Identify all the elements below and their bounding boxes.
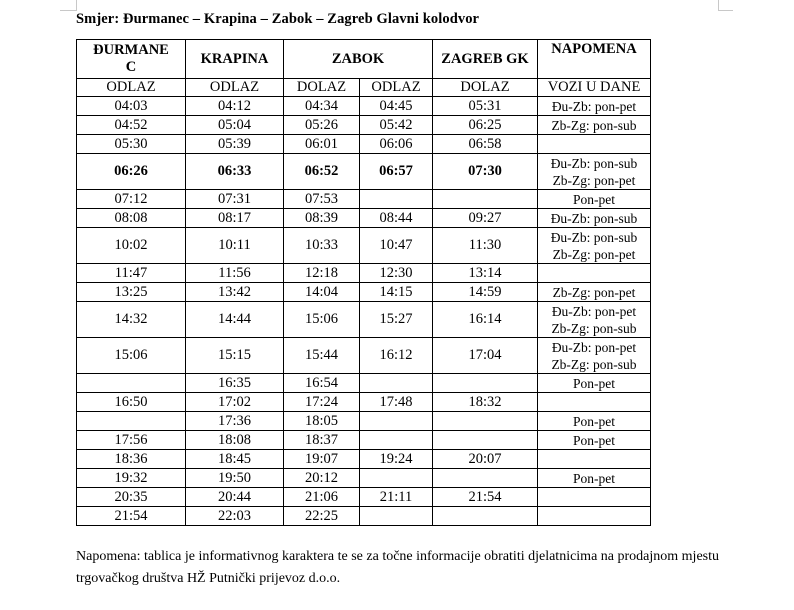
time-cell-zabok-dolaz: 06:01 [284,135,360,154]
table-row [77,507,651,526]
time-cell-zabok-odlaz [360,469,433,488]
time-cell-zagreb-dolaz: 16:14 [433,302,538,338]
time-cell-zabok-dolaz: 18:05 [284,412,360,431]
time-cell-krapina-odlaz: 08:17 [186,209,284,228]
time-cell-zabok-dolaz: 04:34 [284,97,360,116]
note-text: Pon-pet [573,432,615,448]
timetable [76,39,651,526]
time-cell-zagreb-dolaz: 07:30 [433,154,538,190]
time-cell-durmanec-odlaz: 17:56 [77,431,186,450]
time-cell-zabok-dolaz: 07:53 [284,190,360,209]
table-row [77,431,651,450]
time-cell-zabok-odlaz: 10:47 [360,228,433,264]
note-text: Đu-Zb: pon-pet [551,98,637,114]
table-row [77,469,651,488]
time-cell-zabok-odlaz: 17:48 [360,393,433,412]
time-cell-zagreb-dolaz: 13:14 [433,264,538,283]
table-row [77,488,651,507]
time-cell-krapina-odlaz: 18:08 [186,431,284,450]
time-cell-durmanec-odlaz: 04:03 [77,97,186,116]
table-row [77,450,651,469]
time-cell-zabok-odlaz [360,507,433,526]
time-cell-zagreb-dolaz: 06:58 [433,135,538,154]
table-row [77,374,651,393]
time-cell-zabok-odlaz: 15:27 [360,302,433,338]
time-cell-zagreb-dolaz: 18:32 [433,393,538,412]
time-cell-krapina-odlaz: 06:33 [186,154,284,190]
subheader-zagreb-dolaz: DOLAZ [433,79,538,97]
time-cell-durmanec-odlaz: 06:26 [77,154,186,190]
time-cell-durmanec-odlaz [77,374,186,393]
time-cell-zagreb-dolaz [433,507,538,526]
time-cell-krapina-odlaz: 18:45 [186,450,284,469]
note-text: Pon-pet [573,413,615,429]
subheader-krapina-odlaz: ODLAZ [186,79,284,97]
time-cell-zabok-odlaz: 12:30 [360,264,433,283]
time-cell-krapina-odlaz: 17:02 [186,393,284,412]
note-text: Đu-Zb: pon-sub [550,210,638,226]
subheader-zabok-odlaz: ODLAZ [360,79,433,97]
time-cell-durmanec-odlaz: 05:30 [77,135,186,154]
time-cell-krapina-odlaz: 15:15 [186,338,284,374]
note-cell [538,374,651,393]
note-text: Zb-Zg: pon-pet [552,284,636,300]
time-cell-krapina-odlaz: 22:03 [186,507,284,526]
note-cell [538,488,651,507]
time-cell-zabok-dolaz: 06:52 [284,154,360,190]
time-cell-zabok-odlaz: 21:11 [360,488,433,507]
time-cell-zabok-dolaz: 19:07 [284,450,360,469]
subheader-vozi-u-dane: VOZI U DANE [538,79,651,97]
time-cell-zabok-dolaz: 10:33 [284,228,360,264]
time-cell-zagreb-dolaz [433,374,538,393]
note-text: Zb-Zg: pon-pet [552,172,636,188]
time-cell-krapina-odlaz: 20:44 [186,488,284,507]
time-cell-zabok-dolaz: 17:24 [284,393,360,412]
time-cell-zabok-odlaz: 16:12 [360,338,433,374]
table-row [77,154,651,190]
subheader-durmanec-odlaz: ODLAZ [77,79,186,97]
station-header-row [77,40,651,79]
table-row [77,135,651,154]
note-cell [538,228,651,264]
table-row [77,283,651,302]
time-cell-zabok-dolaz: 08:39 [284,209,360,228]
time-cell-durmanec-odlaz: 11:47 [77,264,186,283]
time-cell-zabok-dolaz: 20:12 [284,469,360,488]
time-cell-durmanec-odlaz: 07:12 [77,190,186,209]
time-cell-zabok-odlaz [360,431,433,450]
time-cell-zagreb-dolaz [433,431,538,450]
note-text: Pon-pet [573,470,615,486]
note-text: Đu-Zb: pon-sub [550,229,638,245]
subheader-zabok-dolaz: DOLAZ [284,79,360,97]
time-cell-durmanec-odlaz: 18:36 [77,450,186,469]
time-cell-durmanec-odlaz: 13:25 [77,283,186,302]
time-cell-zabok-odlaz: 14:15 [360,283,433,302]
time-cell-zagreb-dolaz: 20:07 [433,450,538,469]
time-cell-zabok-dolaz: 22:25 [284,507,360,526]
time-cell-durmanec-odlaz: 21:54 [77,507,186,526]
time-cell-durmanec-odlaz: 14:32 [77,302,186,338]
time-cell-zabok-dolaz: 21:06 [284,488,360,507]
header-durmanec [77,40,186,79]
page-corner-mark-left [60,0,77,11]
footnote: Napomena: tablica je informativnog karaktera te se za točne informacije obratiti djelatnicima na prodajnom mjestu trgovačkog društva HŽ Putnički prijevoz d.o.o. [76,549,719,586]
time-cell-zabok-odlaz [360,374,433,393]
table-row [77,116,651,135]
time-cell-zabok-odlaz: 06:57 [360,154,433,190]
time-cell-zabok-odlaz [360,412,433,431]
time-cell-zabok-odlaz: 04:45 [360,97,433,116]
table-row [77,338,651,374]
page-corner-mark-right [718,0,733,11]
time-cell-zabok-dolaz: 18:37 [284,431,360,450]
note-text: Zb-Zg: pon-pet [552,246,636,262]
header-napomena: NAPOMENA [538,40,651,79]
note-text: Đu-Zb: pon-pet [551,303,637,319]
time-cell-krapina-odlaz: 05:39 [186,135,284,154]
time-cell-zagreb-dolaz: 09:27 [433,209,538,228]
table-row [77,97,651,116]
time-cell-krapina-odlaz: 05:04 [186,116,284,135]
time-cell-zabok-odlaz: 06:06 [360,135,433,154]
time-cell-zagreb-dolaz: 21:54 [433,488,538,507]
note-text: Pon-pet [573,191,615,207]
note-cell [538,116,651,135]
note-text: Pon-pet [573,375,615,391]
time-cell-krapina-odlaz: 10:11 [186,228,284,264]
table-row [77,264,651,283]
note-cell [538,209,651,228]
time-cell-zabok-dolaz: 05:26 [284,116,360,135]
table-row [77,412,651,431]
time-cell-zabok-dolaz: 15:06 [284,302,360,338]
time-cell-krapina-odlaz: 17:36 [186,412,284,431]
time-cell-krapina-odlaz: 19:50 [186,469,284,488]
header-zagreb-gk: ZAGREB GK [433,40,538,79]
time-cell-krapina-odlaz: 13:42 [186,283,284,302]
note-cell [538,190,651,209]
note-cell [538,302,651,338]
note-cell [538,283,651,302]
note-text: Zb-Zg: pon-sub [551,117,637,133]
time-cell-krapina-odlaz: 11:56 [186,264,284,283]
time-cell-zagreb-dolaz: 11:30 [433,228,538,264]
time-cell-zabok-odlaz: 08:44 [360,209,433,228]
time-cell-zabok-dolaz: 16:54 [284,374,360,393]
table-row [77,190,651,209]
time-cell-zagreb-dolaz [433,190,538,209]
time-cell-zabok-dolaz: 12:18 [284,264,360,283]
document-title: Smjer: Đurmanec – Krapina – Zabok – Zagreb Glavni kolodvor [76,11,480,27]
header-zabok: ZABOK [284,40,433,79]
note-cell [538,97,651,116]
time-cell-zabok-dolaz: 14:04 [284,283,360,302]
time-cell-durmanec-odlaz: 15:06 [77,338,186,374]
note-cell [538,469,651,488]
time-cell-durmanec-odlaz: 16:50 [77,393,186,412]
time-cell-zagreb-dolaz: 06:25 [433,116,538,135]
time-cell-zabok-odlaz: 05:42 [360,116,433,135]
table-row [77,209,651,228]
time-cell-durmanec-odlaz: 19:32 [77,469,186,488]
time-cell-zabok-odlaz: 19:24 [360,450,433,469]
time-cell-krapina-odlaz: 04:12 [186,97,284,116]
time-cell-krapina-odlaz: 14:44 [186,302,284,338]
table-row [77,228,651,264]
time-cell-krapina-odlaz: 16:35 [186,374,284,393]
note-text: Zb-Zg: pon-sub [551,356,637,372]
time-cell-zagreb-dolaz: 14:59 [433,283,538,302]
time-cell-durmanec-odlaz: 20:35 [77,488,186,507]
header-durmanec-line2: C [125,59,137,75]
note-cell [538,450,651,469]
time-cell-zagreb-dolaz: 17:04 [433,338,538,374]
note-cell [538,135,651,154]
note-cell [538,507,651,526]
note-text: Zb-Zg: pon-sub [551,320,637,336]
table-row [77,393,651,412]
note-cell [538,412,651,431]
table-row [77,302,651,338]
time-cell-durmanec-odlaz: 04:52 [77,116,186,135]
header-durmanec-line1: ĐURMANE [93,42,169,58]
direction-header-row [77,79,651,97]
note-cell [538,431,651,450]
time-cell-zagreb-dolaz: 05:31 [433,97,538,116]
time-cell-zagreb-dolaz [433,469,538,488]
note-cell [538,154,651,190]
note-text: Đu-Zb: pon-pet [551,339,637,355]
time-cell-zagreb-dolaz [433,412,538,431]
time-cell-durmanec-odlaz [77,412,186,431]
note-cell [538,393,651,412]
time-cell-zabok-odlaz [360,190,433,209]
time-cell-durmanec-odlaz: 08:08 [77,209,186,228]
note-text: Đu-Zb: pon-sub [550,155,638,171]
note-cell [538,264,651,283]
time-cell-zabok-dolaz: 15:44 [284,338,360,374]
time-cell-krapina-odlaz: 07:31 [186,190,284,209]
time-cell-durmanec-odlaz: 10:02 [77,228,186,264]
header-krapina: KRAPINA [186,40,284,79]
note-cell [538,338,651,374]
